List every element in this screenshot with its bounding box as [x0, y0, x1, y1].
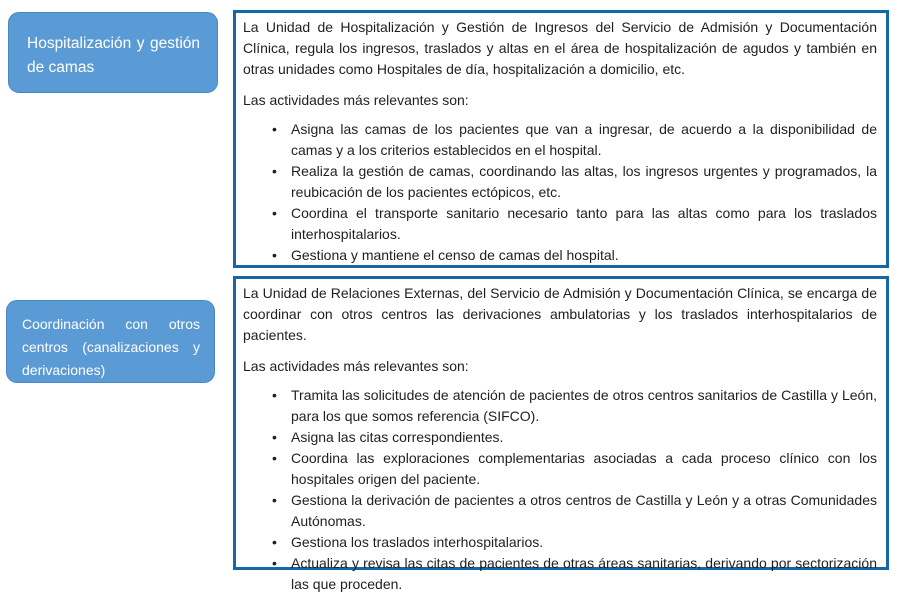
activities-heading: Las actividades más relevantes son: [243, 92, 469, 108]
list-item: • Realiza la gestión de camas, coordinando las altas, los ingresos urgentes y programados, la reubicación de los pacientes ectópicos, etc. [291, 161, 877, 203]
section-content-hospitalizacion [233, 10, 889, 268]
section-content-coordinacion [233, 276, 889, 592]
intro-paragraph: La Unidad de Hospitalización y Gestión de Ingresos del Servicio de Admisión y Documentación Clínica, regula los ingresos, traslados y altas en el área de hospitalización de agudos y también en otras unidades como Hospitales de día, hospitalización a domicilio, etc. [243, 19, 877, 77]
list-item: • Gestiona y mantiene el censo de camas del hospital. [291, 245, 877, 266]
list-item: • Asigna las camas de los pacientes que van a ingresar, de acuerdo a la disponibilidad de camas y a los criterios establecidos en el hospital. [291, 119, 877, 161]
activities-list [243, 119, 877, 266]
list-item: • Actualiza y revisa las citas de pacientes de otras áreas sanitarias, derivando por sectorización las que proceden. [291, 553, 877, 595]
list-item: • Gestiona la derivación de pacientes a otros centros de Castilla y León y a otras Comunidades Autónomas. [291, 490, 877, 532]
list-item: • Asigna las citas correspondientes. [291, 427, 877, 448]
activities-heading: Las actividades más relevantes son: [243, 358, 469, 374]
section-label-coordinacion: Coordinación con otros centros (canalizaciones y derivaciones) [6, 300, 215, 383]
intro-paragraph: La Unidad de Relaciones Externas, del Servicio de Admisión y Documentación Clínica, se encarga de coordinar con otros centros las derivaciones ambulatorias y los traslados interhospitalarios de pacientes. [243, 285, 877, 343]
list-item: • Tramita las solicitudes de atención de pacientes de otros centros sanitarios de Castilla y León, para los que somos referencia (SIFCO). [291, 385, 877, 427]
list-item: • Coordina el transporte sanitario necesario tanto para las altas como para los traslados interhospitalarios. [291, 203, 877, 245]
activities-list [243, 385, 877, 595]
list-item: • Gestiona los traslados interhospitalarios. [291, 532, 877, 553]
section-label-hospitalizacion: Hospitalización y gestión de camas [8, 12, 218, 93]
list-item: • Coordina las exploraciones complementarias asociadas a cada proceso clínico con los hospitales origen del paciente. [291, 448, 877, 490]
